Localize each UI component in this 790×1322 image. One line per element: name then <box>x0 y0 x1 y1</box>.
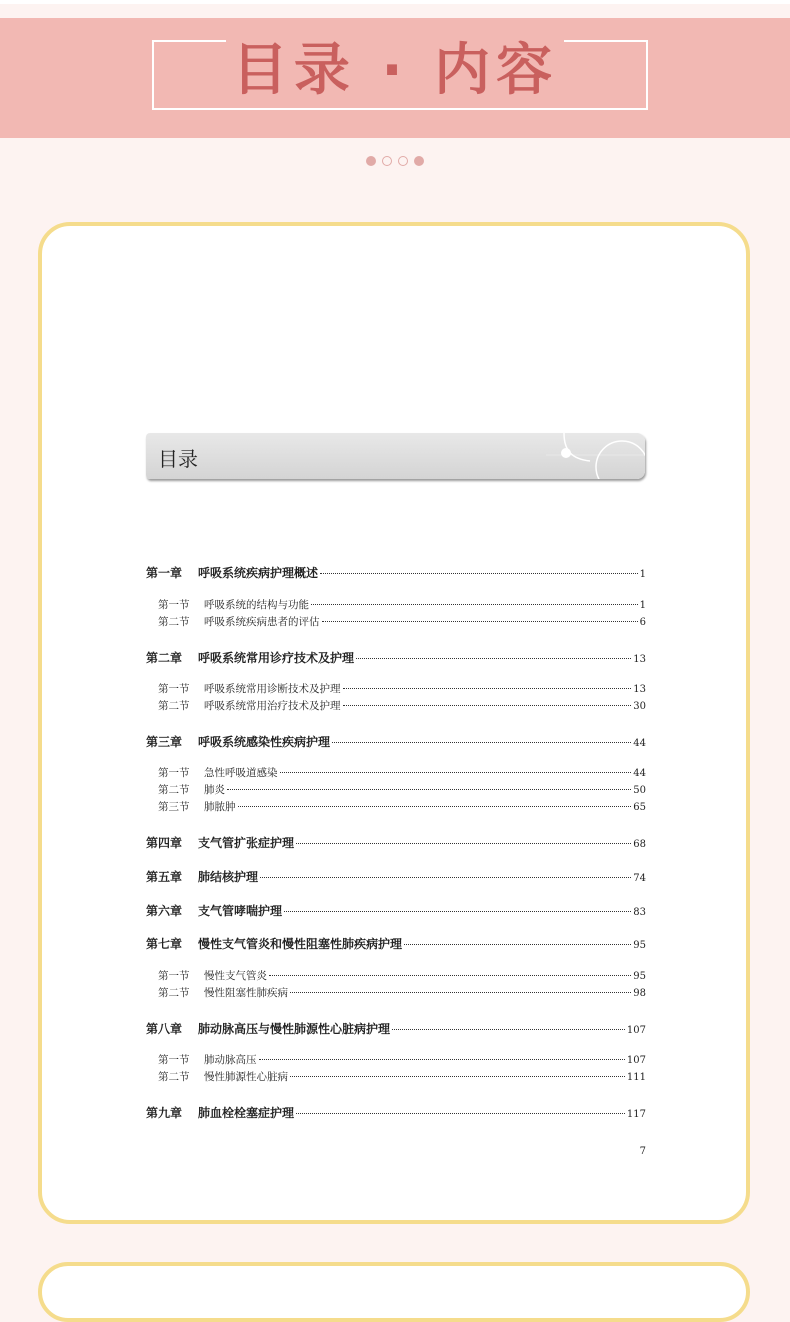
toc-entry-page: 83 <box>633 907 646 918</box>
toc-entry-number: 第七章 <box>146 937 183 951</box>
next-content-card <box>38 1262 750 1322</box>
dot-leader <box>269 974 631 976</box>
toc-entry-number: 第二节 <box>158 700 190 712</box>
toc-section-row <box>146 698 646 713</box>
dot-leader <box>356 657 631 659</box>
toc-chapter-row <box>146 1104 646 1121</box>
dot-leader <box>311 603 638 605</box>
toc-entry-page: 50 <box>633 785 646 796</box>
toc-entry-number: 第二节 <box>158 1071 190 1083</box>
toc-entry-title: 呼吸系统疾病患者的评估 <box>204 616 320 628</box>
toc-entry-number: 第五章 <box>146 870 183 884</box>
toc-entry-title: 呼吸系统常用治疗技术及护理 <box>204 700 341 712</box>
toc-entry-number: 第一节 <box>158 1054 190 1066</box>
dot-leader <box>343 704 632 706</box>
dot-leader <box>332 741 631 743</box>
toc-section-row <box>146 614 646 629</box>
toc-section-row <box>146 597 646 612</box>
toc-entry-number: 第二节 <box>158 987 190 999</box>
toc-entry-number: 第九章 <box>146 1106 183 1120</box>
dot-leader <box>290 1075 625 1077</box>
toc-entry-number: 第一节 <box>158 970 190 982</box>
dot-leader <box>238 805 632 807</box>
dot-leader <box>260 876 631 878</box>
toc-entry-page: 98 <box>633 988 646 999</box>
toc-entry-title: 呼吸系统的结构与功能 <box>204 599 309 611</box>
toc-entry-page: 111 <box>626 1072 646 1083</box>
banner-title <box>0 36 790 106</box>
toc-chapter-row <box>146 564 646 581</box>
toc-section-row <box>146 1052 646 1067</box>
toc-entry-page: 95 <box>633 940 646 951</box>
toc-entry-number: 第一节 <box>158 683 190 695</box>
toc-chapter-row <box>146 834 646 851</box>
toc-entry-title: 呼吸系统常用诊断技术及护理 <box>204 683 341 695</box>
toc-section-row <box>146 799 646 814</box>
toc-entry-number: 第四章 <box>146 836 183 850</box>
toc-entry-title: 肺动脉高压与慢性肺源性心脏病护理 <box>198 1022 391 1036</box>
toc-entry-page: 117 <box>626 1109 646 1120</box>
toc-entry-page: 95 <box>633 971 646 982</box>
toc-section-row <box>146 765 646 780</box>
dot-leader <box>322 620 638 622</box>
toc-entry-page: 74 <box>633 873 646 884</box>
toc-entry-page: 107 <box>626 1055 646 1066</box>
toc-entry-title: 肺血栓栓塞症护理 <box>198 1106 295 1120</box>
toc-section-row <box>146 681 646 696</box>
toc-entry-number: 第三节 <box>158 801 190 813</box>
toc-header-bar <box>146 433 645 479</box>
toc-entry-title: 呼吸系统常用诊疗技术及护理 <box>198 651 355 665</box>
dot-icon <box>398 156 408 166</box>
toc-entry-page: 30 <box>633 701 646 712</box>
dot-icon <box>366 156 376 166</box>
toc-entry-page: 1 <box>639 569 646 580</box>
dot-leader <box>404 943 631 945</box>
dot-leader <box>284 910 631 912</box>
toc-entry-title: 慢性支气管炎和慢性阻塞性肺疾病护理 <box>198 937 403 951</box>
toc-chapter-row <box>146 935 646 952</box>
toc-entry-page: 13 <box>633 654 646 665</box>
dot-leader <box>392 1028 625 1030</box>
dot-leader <box>296 842 631 844</box>
circle-decoration-icon <box>546 433 645 479</box>
toc-entry-number: 第三章 <box>146 735 183 749</box>
toc-entry-page: 65 <box>633 802 646 813</box>
dot-leader <box>280 771 632 773</box>
toc-entry-number: 第一章 <box>146 566 183 580</box>
toc-entry-title: 慢性肺源性心脏病 <box>204 1071 288 1083</box>
toc-entry-title: 肺动脉高压 <box>204 1054 257 1066</box>
toc-entry-title: 慢性阻塞性肺疾病 <box>204 987 288 999</box>
toc-chapter-row <box>146 733 646 750</box>
toc-section-row <box>146 985 646 1000</box>
toc-entry-page: 13 <box>633 684 646 695</box>
dot-leader <box>227 788 631 790</box>
toc-chapter-row <box>146 1020 646 1037</box>
toc-entry-page: 44 <box>633 738 646 749</box>
toc-entry-page: 107 <box>626 1025 646 1036</box>
dot-leader <box>343 687 632 689</box>
toc-section-row <box>146 968 646 983</box>
toc-entry-number: 第六章 <box>146 904 183 918</box>
banner-title-text: 目录 · 内容 <box>226 38 564 103</box>
toc-entry-title: 肺炎 <box>204 784 225 796</box>
toc-entry-title: 支气管哮喘护理 <box>198 904 283 918</box>
toc-entry-number: 第二节 <box>158 784 190 796</box>
toc-entry-title: 慢性支气管炎 <box>204 970 267 982</box>
toc-entry-title: 呼吸系统感染性疾病护理 <box>198 735 331 749</box>
toc-entry-title: 呼吸系统疾病护理概述 <box>198 566 319 580</box>
toc-chapter-row <box>146 649 646 666</box>
toc-section-row <box>146 782 646 797</box>
page-number: 7 <box>639 1146 646 1157</box>
toc-entry-title: 肺脓肿 <box>204 801 236 813</box>
dot-leader <box>290 991 631 993</box>
toc-entry-page: 68 <box>633 839 646 850</box>
toc-chapter-row <box>146 868 646 885</box>
top-strip <box>0 0 790 4</box>
toc-entry-page: 44 <box>633 768 646 779</box>
toc-entry-title: 急性呼吸道感染 <box>204 767 278 779</box>
toc-entry-number: 第二节 <box>158 616 190 628</box>
toc-entry-page: 1 <box>639 600 646 611</box>
toc-section-row <box>146 1069 646 1084</box>
toc-entry-title: 支气管扩张症护理 <box>198 836 295 850</box>
toc-header-title: 目录 <box>158 447 198 471</box>
dot-leader <box>320 572 638 574</box>
dot-icon <box>382 156 392 166</box>
dot-icon <box>414 156 424 166</box>
dot-leader <box>296 1112 625 1114</box>
toc-chapter-row <box>146 902 646 919</box>
dot-leader <box>259 1058 625 1060</box>
page-indicator-dots <box>0 156 790 166</box>
toc-entry-number: 第一节 <box>158 767 190 779</box>
toc-entry-title: 肺结核护理 <box>198 870 259 884</box>
toc-entry-number: 第一节 <box>158 599 190 611</box>
toc-entry-number: 第二章 <box>146 651 183 665</box>
toc-entry-number: 第八章 <box>146 1022 183 1036</box>
toc-entry-page: 6 <box>639 617 646 628</box>
